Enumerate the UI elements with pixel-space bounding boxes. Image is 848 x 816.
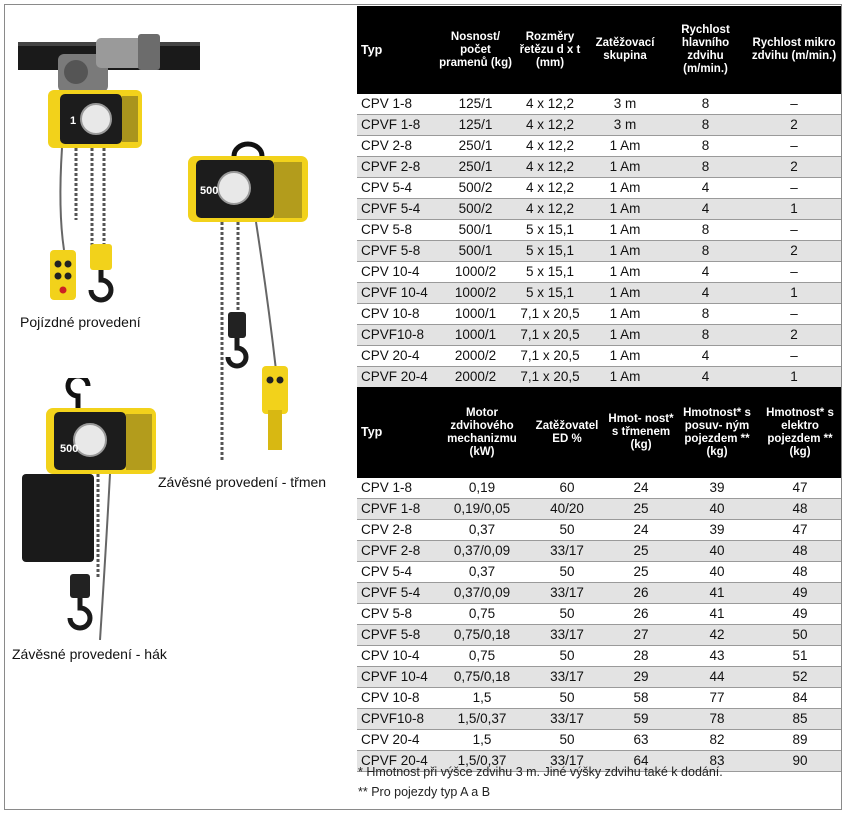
weights-table xyxy=(357,387,841,772)
value-cell: 41 xyxy=(709,606,725,621)
value-cell: 33/17 xyxy=(527,583,607,604)
value-cell: 8 xyxy=(664,325,747,346)
value-cell: 29 xyxy=(607,667,675,688)
type-cell: CPV 10-8 xyxy=(361,306,420,321)
caption-suspended-eye: Závěsné provedení - třmen xyxy=(158,474,327,490)
value-cell: 1,5/0,37 xyxy=(437,751,527,772)
value-cell: – xyxy=(790,180,798,195)
value-cell: 8 xyxy=(664,157,747,178)
type-cell: CPV 5-8 xyxy=(361,606,413,621)
table-row xyxy=(357,730,841,751)
value-cell: 1000/2 xyxy=(454,264,497,279)
value-cell: 1 Am xyxy=(609,222,641,237)
value-cell: 26 xyxy=(607,583,675,604)
value-cell: 1 Am xyxy=(586,157,664,178)
value-cell: 42 xyxy=(675,625,759,646)
type-cell: CPVF 20-4 xyxy=(357,367,437,388)
value-cell: 89 xyxy=(792,732,808,747)
table-row xyxy=(357,367,841,388)
value-cell: 49 xyxy=(792,606,808,621)
value-cell: 83 xyxy=(675,751,759,772)
value-cell: 0,19/0,05 xyxy=(437,499,527,520)
value-cell: 1000/1 xyxy=(437,325,514,346)
value-cell: 28 xyxy=(633,648,649,663)
value-cell: 3 m xyxy=(613,96,637,111)
value-cell: 1,5 xyxy=(472,732,492,747)
value-cell: 3 m xyxy=(586,115,664,136)
table-row xyxy=(357,325,841,346)
value-cell: 39 xyxy=(709,480,725,495)
value-cell: 49 xyxy=(759,583,841,604)
value-cell: 50 xyxy=(759,625,841,646)
value-cell: 1 xyxy=(747,367,841,388)
trolley-hoist-illustration xyxy=(18,10,200,310)
value-cell: 50 xyxy=(559,564,575,579)
table-row xyxy=(357,541,841,562)
type-cell: CPVF 1-8 xyxy=(357,115,437,136)
type-cell: CPVF10-8 xyxy=(357,325,437,346)
type-cell: CPV 1-8 xyxy=(361,96,413,111)
type-cell: CPV 10-4 xyxy=(361,264,420,279)
value-cell: 500/2 xyxy=(458,180,493,195)
value-cell: 2 xyxy=(747,115,841,136)
table-row xyxy=(357,709,841,730)
value-cell: 125/1 xyxy=(458,96,493,111)
value-cell: – xyxy=(790,264,798,279)
table-row xyxy=(357,562,841,583)
header-cell: Typ xyxy=(357,387,437,478)
value-cell: 1 Am xyxy=(586,325,664,346)
type-cell: CPVF 5-8 xyxy=(357,625,437,646)
type-cell: CPVF 5-4 xyxy=(357,583,437,604)
value-cell: 1000/1 xyxy=(454,306,497,321)
type-cell: CPVF 10-4 xyxy=(357,667,437,688)
value-cell: 25 xyxy=(633,564,649,579)
value-cell: 8 xyxy=(701,96,710,111)
value-cell: 50 xyxy=(559,606,575,621)
value-cell: 78 xyxy=(675,709,759,730)
value-cell: 500/1 xyxy=(458,222,493,237)
footnote-trolley: ** Pro pojezdy typ A a B xyxy=(358,785,491,799)
type-cell: CPVF 10-4 xyxy=(357,283,437,304)
table-row xyxy=(357,499,841,520)
value-cell: 40 xyxy=(675,541,759,562)
value-cell: 40 xyxy=(675,499,759,520)
type-cell: CPV 20-4 xyxy=(361,732,420,747)
value-cell: 1 Am xyxy=(586,199,664,220)
weights-header-row xyxy=(357,387,841,478)
table-row xyxy=(357,646,841,667)
value-cell: 58 xyxy=(633,690,649,705)
value-cell: 85 xyxy=(759,709,841,730)
value-cell: 52 xyxy=(759,667,841,688)
value-cell: 250/1 xyxy=(458,138,493,153)
value-cell: 4 x 12,2 xyxy=(514,115,586,136)
table-row xyxy=(357,115,841,136)
value-cell: 27 xyxy=(607,625,675,646)
value-cell: 7,1 x 20,5 xyxy=(514,367,586,388)
header-cell: Rychlost mikro zdvihu (m/min.) xyxy=(747,6,841,94)
suspended-eye-hoist-illustration xyxy=(188,140,320,460)
value-cell: 24 xyxy=(633,522,649,537)
value-cell: 1000/2 xyxy=(437,283,514,304)
type-cell: CPVF10-8 xyxy=(357,709,437,730)
value-cell: 0,75 xyxy=(468,606,496,621)
value-cell: 0,37 xyxy=(468,564,496,579)
value-cell: – xyxy=(790,348,798,363)
value-cell: 41 xyxy=(675,583,759,604)
value-cell: 43 xyxy=(709,648,725,663)
value-cell: 8 xyxy=(664,241,747,262)
type-cell: CPVF 2-8 xyxy=(357,541,437,562)
type-cell: CPVF 2-8 xyxy=(357,157,437,178)
value-cell: 1 Am xyxy=(609,348,641,363)
value-cell: 1 Am xyxy=(586,367,664,388)
value-cell: 33/17 xyxy=(527,625,607,646)
value-cell: 0,37 xyxy=(468,522,496,537)
type-cell: CPVF 5-8 xyxy=(357,241,437,262)
value-cell: 4 xyxy=(664,283,747,304)
table-row xyxy=(357,178,841,199)
type-cell: CPV 2-8 xyxy=(361,138,413,153)
value-cell: 40/20 xyxy=(527,499,607,520)
value-cell: 250/1 xyxy=(437,157,514,178)
value-cell: 8 xyxy=(701,306,710,321)
header-cell: Nosnost/ počet pramenů (kg) xyxy=(437,6,514,94)
value-cell: 60 xyxy=(559,480,575,495)
value-cell: 4 x 12,2 xyxy=(514,157,586,178)
value-cell: 26 xyxy=(633,606,649,621)
caption-suspended-hook: Závěsné provedení - hák xyxy=(12,646,167,662)
table-row xyxy=(357,667,841,688)
value-cell: 84 xyxy=(792,690,808,705)
value-cell: 47 xyxy=(792,480,808,495)
value-cell: 4 xyxy=(701,264,710,279)
value-cell: 8 xyxy=(701,138,710,153)
type-cell: CPVF 20-4 xyxy=(357,751,437,772)
value-cell: 24 xyxy=(633,480,649,495)
specs-header-row xyxy=(357,6,841,94)
eye-plate-label: 500 xyxy=(200,185,219,197)
value-cell: 125/1 xyxy=(437,115,514,136)
value-cell: 48 xyxy=(759,499,841,520)
value-cell: – xyxy=(790,222,798,237)
value-cell: 50 xyxy=(559,732,575,747)
header-cell: Hmot- nost* s třmenem (kg) xyxy=(607,387,675,478)
value-cell: – xyxy=(790,306,798,321)
value-cell: 4 xyxy=(664,199,747,220)
table-row xyxy=(357,604,841,625)
value-cell: 500/2 xyxy=(437,199,514,220)
header-cell: Zatěžovatel ED % xyxy=(527,387,607,478)
table-row xyxy=(357,625,841,646)
type-cell: CPV 1-8 xyxy=(361,480,413,495)
value-cell: 5 x 15,1 xyxy=(514,283,586,304)
type-cell: CPVF 1-8 xyxy=(357,499,437,520)
value-cell: 2 xyxy=(747,325,841,346)
type-cell: CPV 20-4 xyxy=(361,348,420,363)
type-cell: CPV 5-4 xyxy=(361,180,413,195)
value-cell: 0,75/0,18 xyxy=(437,625,527,646)
table-row xyxy=(357,199,841,220)
value-cell: 90 xyxy=(759,751,841,772)
value-cell: 0,75/0,18 xyxy=(437,667,527,688)
value-cell: 1 Am xyxy=(586,283,664,304)
type-cell: CPV 5-4 xyxy=(361,564,413,579)
value-cell: 82 xyxy=(709,732,725,747)
value-cell: 25 xyxy=(607,499,675,520)
table-row xyxy=(357,157,841,178)
table-row xyxy=(357,262,841,283)
type-cell: CPV 10-8 xyxy=(361,690,420,705)
value-cell: 33/17 xyxy=(527,709,607,730)
value-cell: 48 xyxy=(759,541,841,562)
footnote-weight: * Hmotnost při výšce zdvihu 3 m. Jiné výšky zdvihu také k dodání. xyxy=(358,765,723,779)
value-cell: 47 xyxy=(792,522,808,537)
value-cell: 48 xyxy=(792,564,808,579)
value-cell: 1 Am xyxy=(586,241,664,262)
value-cell: 25 xyxy=(607,541,675,562)
value-cell: 500/1 xyxy=(437,241,514,262)
value-cell: 1 xyxy=(747,283,841,304)
value-cell: 50 xyxy=(559,648,575,663)
table-row xyxy=(357,688,841,709)
value-cell: 1,5/0,37 xyxy=(437,709,527,730)
table-row xyxy=(357,220,841,241)
value-cell: 0,19 xyxy=(468,480,496,495)
value-cell: 5 x 15,1 xyxy=(525,264,575,279)
value-cell: 4 x 12,2 xyxy=(525,96,575,111)
table-row xyxy=(357,283,841,304)
trolley-plate-label: 1 xyxy=(70,115,77,127)
value-cell: 33/17 xyxy=(527,667,607,688)
value-cell: 4 x 12,2 xyxy=(525,180,575,195)
header-cell: Typ xyxy=(357,6,437,94)
header-cell: Rozměry řetězu d x t (mm) xyxy=(514,6,586,94)
value-cell: 33/17 xyxy=(527,751,607,772)
table-row xyxy=(357,241,841,262)
value-cell: 2 xyxy=(747,241,841,262)
value-cell: 0,37/0,09 xyxy=(437,541,527,562)
table-row xyxy=(357,478,841,499)
type-cell: CPV 2-8 xyxy=(361,522,413,537)
value-cell: 4 xyxy=(701,180,710,195)
type-cell: CPV 5-8 xyxy=(361,222,413,237)
header-cell: Zatěžovací skupina xyxy=(586,6,664,94)
value-cell: 33/17 xyxy=(527,541,607,562)
value-cell: 39 xyxy=(709,522,725,537)
caption-trolley: Pojízdné provedení xyxy=(20,314,141,330)
value-cell: 1 Am xyxy=(609,138,641,153)
table-row xyxy=(357,304,841,325)
value-cell: 1 Am xyxy=(609,306,641,321)
value-cell: 0,75 xyxy=(468,648,496,663)
value-cell: 63 xyxy=(633,732,649,747)
value-cell: 7,1 x 20,5 xyxy=(520,306,580,321)
value-cell: 44 xyxy=(675,667,759,688)
value-cell: 8 xyxy=(701,222,710,237)
table-row xyxy=(357,346,841,367)
value-cell: 7,1 x 20,5 xyxy=(520,348,580,363)
specs-table xyxy=(357,6,841,388)
value-cell: – xyxy=(790,96,798,111)
value-cell: 2 xyxy=(747,157,841,178)
suspended-hook-hoist-illustration xyxy=(20,378,160,640)
header-cell: Motor zdvihového mechanizmu (kW) xyxy=(437,387,527,478)
value-cell: 2000/2 xyxy=(437,367,514,388)
value-cell: 40 xyxy=(709,564,725,579)
value-cell: 8 xyxy=(664,115,747,136)
value-cell: 0,37/0,09 xyxy=(437,583,527,604)
value-cell: – xyxy=(790,138,798,153)
value-cell: 4 x 12,2 xyxy=(525,138,575,153)
value-cell: 1 Am xyxy=(609,180,641,195)
value-cell: 1,5 xyxy=(472,690,492,705)
header-cell: Hmotnost* s posuv- ným pojezdem ** (kg) xyxy=(675,387,759,478)
value-cell: 59 xyxy=(607,709,675,730)
value-cell: 77 xyxy=(709,690,725,705)
value-cell: 1 xyxy=(747,199,841,220)
hook-plate-label: 500 xyxy=(60,443,79,455)
value-cell: 50 xyxy=(559,522,575,537)
value-cell: 2000/2 xyxy=(454,348,497,363)
table-row xyxy=(357,583,841,604)
value-cell: 4 xyxy=(664,367,747,388)
type-cell: CPVF 5-4 xyxy=(357,199,437,220)
table-row xyxy=(357,520,841,541)
header-cell: Hmotnost* s elektro pojezdem ** (kg) xyxy=(759,387,841,478)
value-cell: 7,1 x 20,5 xyxy=(514,325,586,346)
value-cell: 4 xyxy=(701,348,710,363)
value-cell: 4 x 12,2 xyxy=(514,199,586,220)
type-cell: CPV 10-4 xyxy=(361,648,420,663)
value-cell: 1 Am xyxy=(609,264,641,279)
table-row xyxy=(357,94,841,115)
header-cell: Rychlost hlavního zdvihu (m/min.) xyxy=(664,6,747,94)
value-cell: 5 x 15,1 xyxy=(514,241,586,262)
value-cell: 64 xyxy=(607,751,675,772)
value-cell: 51 xyxy=(792,648,808,663)
value-cell: 50 xyxy=(559,690,575,705)
table-row xyxy=(357,136,841,157)
value-cell: 5 x 15,1 xyxy=(525,222,575,237)
